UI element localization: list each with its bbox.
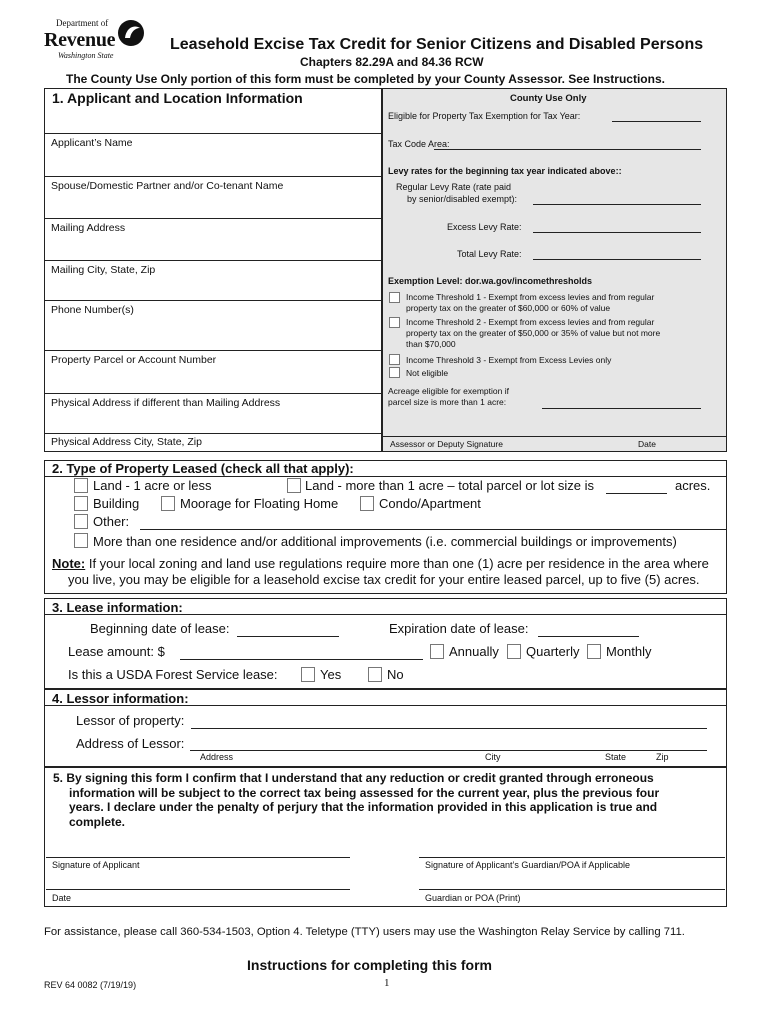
assistance-text: For assistance, please call 360-534-1503, Option 4. Teletype (TTY) users may use the Washington Relay Service by calling 711. [44,926,685,938]
spouse-name-field[interactable]: Spouse/Domestic Partner and/or Co-tenant Name [45,176,381,218]
regular-levy-label-1: Regular Levy Rate (rate paid [396,182,512,192]
condo-label: Condo/Apartment [379,496,481,511]
acreage-label: Acreage eligible for exemption if parcel size is more than 1 acre: [388,386,509,407]
threshold-2-checkbox[interactable] [389,317,400,328]
note-line-2: you live, you may be eligible for a leasehold excise tax credit for your entire leased parcel, up to five (5) acres. [68,572,700,587]
threshold-2-text: Income Threshold 2 - Exempt from excess levies and from regular property tax on the greater of $50,000 or 35% of value but not more than $70,000 [406,317,661,349]
other-line[interactable] [140,529,726,530]
lease-amount-line[interactable] [180,659,423,660]
expire-date-line[interactable] [538,636,639,637]
instructions-heading: Instructions for completing this form [247,957,493,973]
more-than-one-label: More than one residence and/or additional improvements (i.e. commercial buildings or improvements) [93,534,677,549]
lessor-line[interactable] [191,728,707,729]
tax-code-label: Tax Code Area: [388,139,450,149]
state-sublabel: State [605,752,627,762]
usda-no-checkbox[interactable] [368,667,382,682]
section-4-heading: 4. Lessor information: [52,691,189,706]
section-3-heading: 3. Lease information: [52,600,183,615]
acreage-line[interactable] [542,408,701,409]
other-checkbox[interactable] [74,514,88,529]
guardian-print-line[interactable] [419,889,725,890]
physical-address-field[interactable]: Physical Address if different than Mailing Address [45,393,381,433]
land-less-label: Land - 1 acre or less [93,478,212,493]
begin-date-line[interactable] [237,636,339,637]
assessor-signature-line[interactable] [383,436,726,437]
monthly-label: Monthly [606,644,652,659]
excess-levy-label: Excess Levy Rate: [447,222,522,232]
condo-checkbox[interactable] [360,496,374,511]
form-number: REV 64 0082 (7/19/19) [44,980,137,990]
usda-yes-checkbox[interactable] [301,667,315,682]
land-more-checkbox[interactable] [287,478,301,493]
applicant-signature-line[interactable] [46,857,350,858]
annually-label: Annually [449,644,499,659]
dor-logo-icon [116,18,146,48]
zip-sublabel: Zip [656,752,669,762]
phone-field[interactable]: Phone Number(s) [45,300,381,350]
building-label: Building [93,496,140,511]
assessor-signature-label: Assessor or Deputy Signature [390,439,503,449]
section-3-divider [45,614,726,615]
section-2-divider [45,476,726,477]
land-more-label: Land - more than 1 acre – total parcel or lot size is [305,478,595,493]
annually-checkbox[interactable] [430,644,444,659]
applicant-signature-label: Signature of Applicant [52,860,140,870]
not-eligible-text: Not eligible [406,368,449,378]
total-levy-line[interactable] [533,259,701,260]
moorage-label: Moorage for Floating Home [180,496,339,511]
county-notice: The County Use Only portion of this form must be completed by your County Assessor. See Instructions. [66,72,665,86]
guardian-signature-label: Signature of Applicant’s Guardian/POA if Applicable [425,860,630,870]
exemption-heading: Exemption Level: dor.wa.gov/incomethresholds [388,276,593,286]
usda-yes-label: Yes [320,667,342,682]
county-heading: County Use Only [510,93,587,104]
parcel-number-field[interactable]: Property Parcel or Account Number [45,350,381,393]
threshold-1-text: Income Threshold 1 - Exempt from excess levies and from regular property tax on the greater of $60,000 or 60% of value [406,292,655,313]
mailing-city-field[interactable]: Mailing City, State, Zip [45,260,381,300]
total-levy-label: Total Levy Rate: [457,249,522,259]
regular-levy-label-2: by senior/disabled exempt): [407,194,518,204]
logo-state: Washington State [58,51,114,60]
moorage-checkbox[interactable] [161,496,175,511]
city-sublabel: City [485,752,501,762]
usda-no-label: No [387,667,404,682]
physical-city-field[interactable]: Physical Address City, State, Zip [45,433,381,451]
date-label: Date [52,893,72,903]
excess-levy-line[interactable] [533,232,701,233]
lessor-address-label: Address of Lessor: [76,736,185,751]
not-eligible-checkbox[interactable] [389,367,400,378]
eligible-year-line[interactable] [612,121,701,122]
mailing-address-field[interactable]: Mailing Address [45,218,381,260]
section-4-divider [45,705,726,706]
address-sublabel: Address [200,752,234,762]
threshold-3-text: Income Threshold 3 - Exempt from Excess Levies only [406,355,612,365]
land-less-checkbox[interactable] [74,478,88,493]
threshold-3-checkbox[interactable] [389,354,400,365]
form-subtitle: Chapters 82.29A and 84.36 RCW [300,55,484,69]
eligible-year-label: Eligible for Property Tax Exemption for Tax Year: [388,111,581,121]
quarterly-checkbox[interactable] [507,644,521,659]
levy-heading: Levy rates for the beginning tax year indicated above:: [388,166,622,176]
more-than-one-checkbox[interactable] [74,533,88,548]
page-number: 1 [384,977,390,989]
date-line[interactable] [46,889,350,890]
assessor-date-label: Date [638,439,656,449]
section-1-heading: 1. Applicant and Location Information [52,90,303,106]
form-title: Leasehold Excise Tax Credit for Senior Citizens and Disabled Persons [170,36,704,53]
begin-date-label: Beginning date of lease: [90,621,230,636]
monthly-checkbox[interactable] [587,644,601,659]
regular-levy-line[interactable] [533,204,701,205]
building-checkbox[interactable] [74,496,88,511]
usda-label: Is this a USDA Forest Service lease: [68,667,278,682]
expire-date-label: Expiration date of lease: [389,621,529,636]
guardian-print-label: Guardian or POA (Print) [425,893,521,903]
tax-code-line[interactable] [434,149,701,150]
declaration-text: 5. By signing this form I confirm that I understand that any reduction or credit granted through erroneous information will be subject to the correct tax being assessed for the current year, plus the previous four years. I declare under the penalty of perjury that the information provided in this application is true and complete. [53,771,660,829]
quarterly-label: Quarterly [526,644,580,659]
lot-size-line[interactable] [606,493,667,494]
logo-department: Department of [56,18,109,28]
lessor-address-line[interactable] [190,750,707,751]
section-2-heading: 2. Type of Property Leased (check all that apply): [52,461,354,476]
other-label: Other: [93,514,130,529]
applicant-name-field[interactable]: Applicant’s Name [45,133,381,176]
note-line-1: Note: If your local zoning and land use regulations require more than one (1) acre per residence in the area where [52,556,709,571]
guardian-signature-line[interactable] [419,857,725,858]
lease-amount-label: Lease amount: $ [68,644,165,659]
logo-revenue: Revenue [44,29,116,51]
lessor-label: Lessor of property: [76,713,185,728]
threshold-1-checkbox[interactable] [389,292,400,303]
acres-label: acres. [675,478,711,493]
